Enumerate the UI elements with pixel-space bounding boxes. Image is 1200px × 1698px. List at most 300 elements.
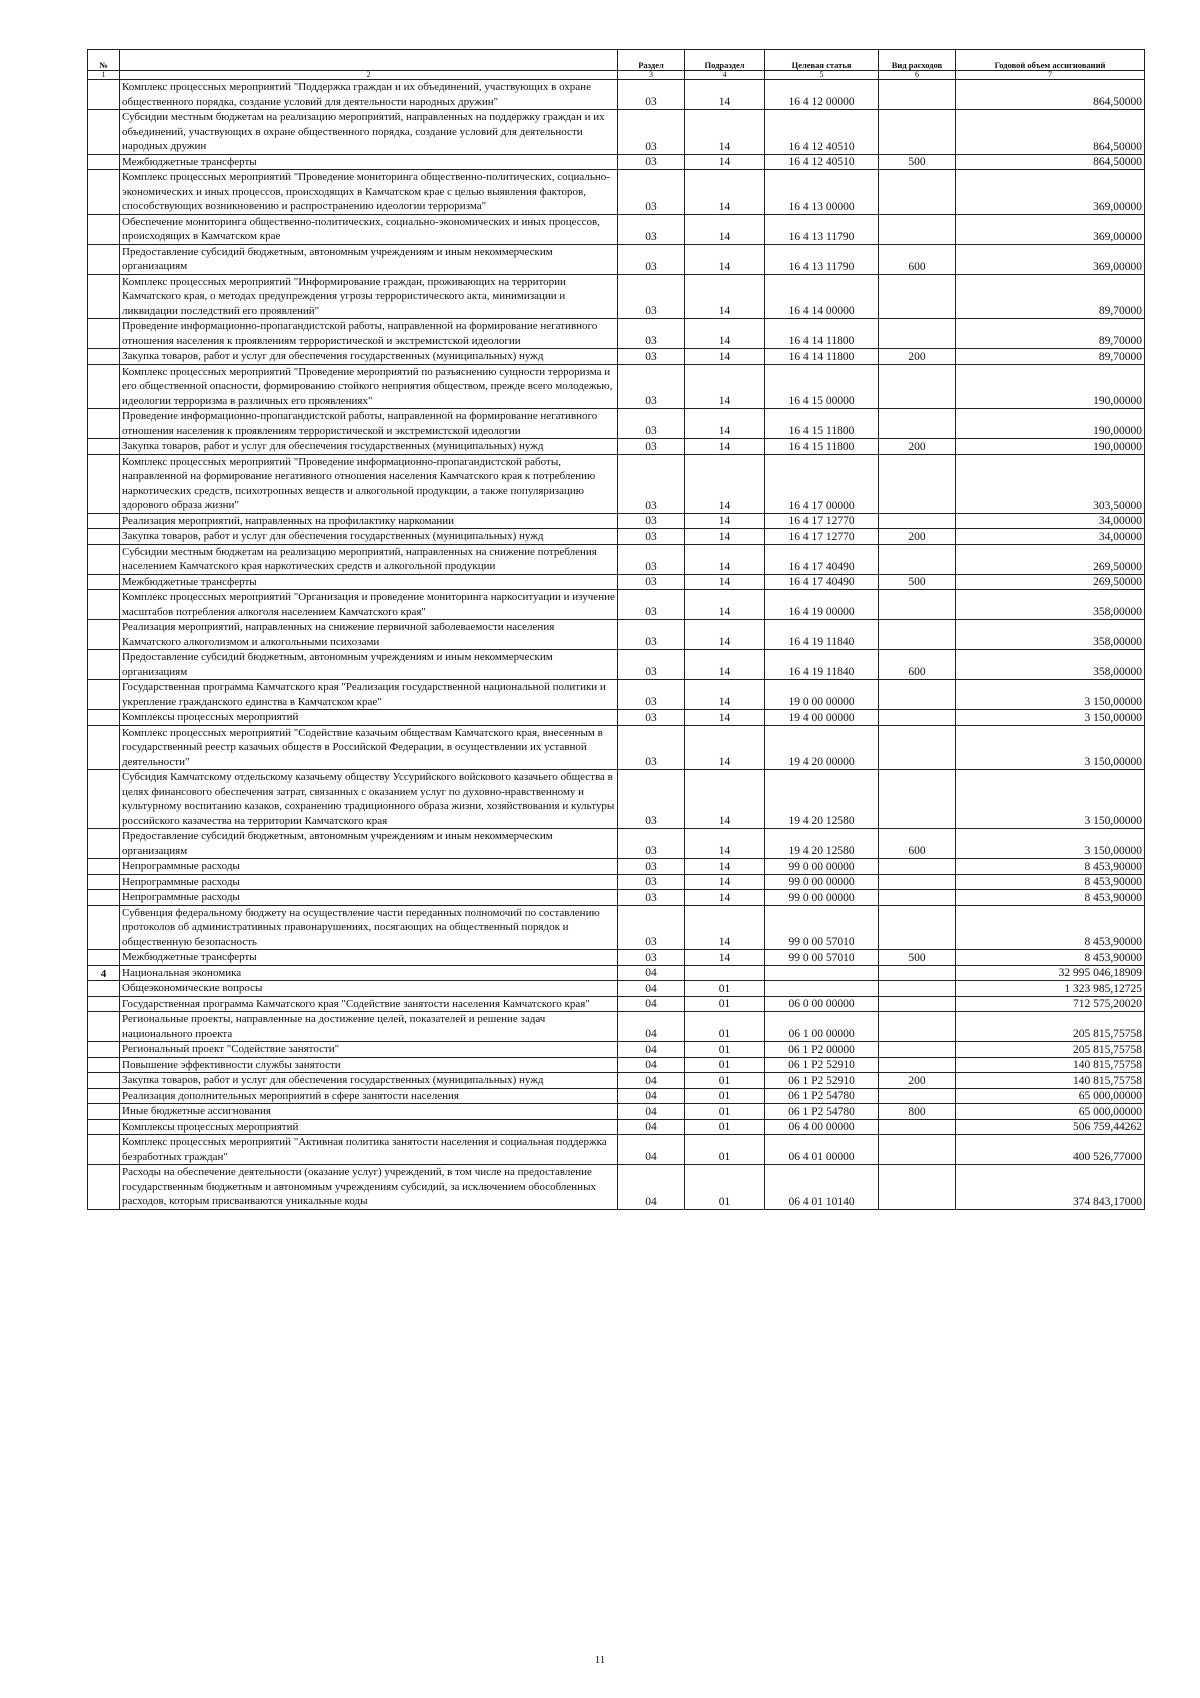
row-podrazdel: 14 <box>685 319 765 349</box>
row-podrazdel: 14 <box>685 770 765 829</box>
row-name: Проведение информационно-пропагандистской работы, направленной на формирование негативного отношения населения к проявлениям террористической и экстремистской идеологии <box>120 319 618 349</box>
row-podrazdel: 14 <box>685 154 765 170</box>
row-number <box>88 513 120 529</box>
row-podrazdel: 14 <box>685 110 765 155</box>
row-amount: 369,00000 <box>956 214 1145 244</box>
row-razdel: 03 <box>618 905 685 950</box>
row-name: Государственная программа Камчатского края "Содействие занятости населения Камчатского края" <box>120 996 618 1012</box>
row-razdel: 03 <box>618 620 685 650</box>
row-amount: 140 815,75758 <box>956 1057 1145 1073</box>
row-vid: 200 <box>879 349 956 365</box>
row-amount: 400 526,77000 <box>956 1135 1145 1165</box>
row-article: 99 0 00 00000 <box>765 859 879 875</box>
header-row <box>88 50 1145 71</box>
row-vid <box>879 1012 956 1042</box>
row-amount: 864,50000 <box>956 154 1145 170</box>
row-article: 16 4 17 12770 <box>765 529 879 545</box>
row-number: 4 <box>88 965 120 981</box>
row-name: Национальная экономика <box>120 965 618 981</box>
row-podrazdel: 14 <box>685 710 765 726</box>
table-row <box>88 319 1145 349</box>
row-amount: 8 453,90000 <box>956 874 1145 890</box>
row-vid <box>879 214 956 244</box>
row-razdel: 04 <box>618 981 685 997</box>
row-amount: 369,00000 <box>956 244 1145 274</box>
row-name: Реализация дополнительных мероприятий в сфере занятости населения <box>120 1088 618 1104</box>
row-name: Региональные проекты, направленные на достижение целей, показателей и решение задач национального проекта <box>120 1012 618 1042</box>
row-vid: 200 <box>879 529 956 545</box>
table-row <box>88 859 1145 875</box>
row-vid <box>879 170 956 215</box>
row-name: Непрограммные расходы <box>120 859 618 875</box>
row-article: 19 4 00 00000 <box>765 710 879 726</box>
row-article: 99 0 00 00000 <box>765 890 879 906</box>
row-razdel: 03 <box>618 710 685 726</box>
row-amount: 8 453,90000 <box>956 890 1145 906</box>
row-number <box>88 650 120 680</box>
row-article: 16 4 12 40510 <box>765 154 879 170</box>
table-row <box>88 1012 1145 1042</box>
col-number: 1 <box>88 71 120 80</box>
row-podrazdel <box>685 965 765 981</box>
row-amount: 3 150,00000 <box>956 770 1145 829</box>
row-razdel: 04 <box>618 996 685 1012</box>
row-podrazdel: 01 <box>685 1073 765 1089</box>
row-amount: 303,50000 <box>956 454 1145 513</box>
table-row <box>88 544 1145 574</box>
row-number <box>88 529 120 545</box>
row-podrazdel: 14 <box>685 409 765 439</box>
row-razdel: 03 <box>618 454 685 513</box>
row-article: 16 4 15 11800 <box>765 409 879 439</box>
row-razdel: 04 <box>618 965 685 981</box>
row-amount: 369,00000 <box>956 170 1145 215</box>
table-row <box>88 725 1145 770</box>
row-razdel: 03 <box>618 364 685 409</box>
row-article <box>765 965 879 981</box>
row-name: Комплекс процессных мероприятий "Проведение мониторинга общественно-политических, социально-экономических и иных процессов, происходящих в Камчатском крае с целью выявления факторов, способствующих возникновению и распространению идеологии терроризма" <box>120 170 618 215</box>
row-name: Реализация мероприятий, направленных на профилактику наркомании <box>120 513 618 529</box>
row-vid <box>879 590 956 620</box>
header-amount: Годовой объем ассигнований <box>956 50 1145 71</box>
row-number <box>88 319 120 349</box>
row-vid: 500 <box>879 154 956 170</box>
row-name: Комплекс процессных мероприятий "Проведение информационно-пропагандистской работы, направленной на формирование негативного отношения населения Камчатского края к потреблению наркотических средств, психотропных веществ и алкогольной продукции, а также популяризацию здорового образа жизни" <box>120 454 618 513</box>
row-vid <box>879 874 956 890</box>
col-number: 3 <box>618 71 685 80</box>
row-number <box>88 80 120 110</box>
row-article: 16 4 15 11800 <box>765 439 879 455</box>
row-article: 16 4 12 40510 <box>765 110 879 155</box>
budget-rows <box>88 80 1145 1210</box>
row-razdel: 03 <box>618 110 685 155</box>
row-razdel: 03 <box>618 154 685 170</box>
row-razdel: 04 <box>618 1119 685 1135</box>
row-razdel: 03 <box>618 770 685 829</box>
table-row <box>88 409 1145 439</box>
row-podrazdel: 14 <box>685 829 765 859</box>
col-number: 7 <box>956 71 1145 80</box>
row-number <box>88 454 120 513</box>
row-article: 16 4 13 11790 <box>765 214 879 244</box>
row-number <box>88 154 120 170</box>
row-podrazdel: 01 <box>685 1135 765 1165</box>
row-name: Закупка товаров, работ и услуг для обеспечения государственных (муниципальных) нужд <box>120 439 618 455</box>
row-number <box>88 950 120 966</box>
row-podrazdel: 14 <box>685 890 765 906</box>
table-row <box>88 1119 1145 1135</box>
budget-sheet <box>87 49 1144 1210</box>
row-razdel: 03 <box>618 409 685 439</box>
table-row <box>88 1165 1145 1210</box>
row-vid <box>879 80 956 110</box>
row-razdel: 03 <box>618 513 685 529</box>
row-podrazdel: 14 <box>685 874 765 890</box>
table-row <box>88 110 1145 155</box>
row-number <box>88 214 120 244</box>
row-podrazdel: 14 <box>685 859 765 875</box>
row-amount: 506 759,44262 <box>956 1119 1145 1135</box>
row-vid <box>879 905 956 950</box>
row-amount: 3 150,00000 <box>956 829 1145 859</box>
row-podrazdel: 14 <box>685 454 765 513</box>
row-number <box>88 874 120 890</box>
row-number <box>88 981 120 997</box>
row-razdel: 03 <box>618 244 685 274</box>
row-name: Реализация мероприятий, направленных на снижение первичной заболеваемости населения Камчатского алкоголизмом и алкогольными психозами <box>120 620 618 650</box>
row-vid <box>879 710 956 726</box>
row-vid <box>879 513 956 529</box>
row-podrazdel: 14 <box>685 439 765 455</box>
row-number <box>88 680 120 710</box>
row-article: 16 4 19 11840 <box>765 620 879 650</box>
row-vid: 500 <box>879 574 956 590</box>
row-razdel: 03 <box>618 725 685 770</box>
row-vid: 600 <box>879 650 956 680</box>
row-vid: 600 <box>879 244 956 274</box>
row-name: Повышение эффективности службы занятости <box>120 1057 618 1073</box>
row-vid: 800 <box>879 1104 956 1120</box>
row-article: 19 4 20 12580 <box>765 829 879 859</box>
header-article: Целевая статья <box>765 50 879 71</box>
row-amount: 3 150,00000 <box>956 680 1145 710</box>
row-name: Расходы на обеспечение деятельности (оказание услуг) учреждений, в том числе на предоставление государственным бюджетным и автономным учреждениям субсидий, за исключением обособленных расходов, которым присваиваются уникальные коды <box>120 1165 618 1210</box>
row-podrazdel: 14 <box>685 274 765 319</box>
row-number <box>88 349 120 365</box>
row-amount: 8 453,90000 <box>956 859 1145 875</box>
row-name: Предоставление субсидий бюджетным, автономным учреждениям и иным некоммерческим организациям <box>120 244 618 274</box>
row-vid: 500 <box>879 950 956 966</box>
row-razdel: 03 <box>618 590 685 620</box>
row-vid <box>879 965 956 981</box>
row-podrazdel: 14 <box>685 905 765 950</box>
row-razdel: 04 <box>618 1104 685 1120</box>
row-number <box>88 1135 120 1165</box>
row-number <box>88 1057 120 1073</box>
table-row <box>88 770 1145 829</box>
row-name: Непрограммные расходы <box>120 874 618 890</box>
row-number <box>88 829 120 859</box>
row-article: 16 4 17 40490 <box>765 544 879 574</box>
row-name: Межбюджетные трансферты <box>120 154 618 170</box>
row-article: 19 0 00 00000 <box>765 680 879 710</box>
row-amount: 269,50000 <box>956 574 1145 590</box>
row-podrazdel: 01 <box>685 981 765 997</box>
row-article: 06 1 P2 52910 <box>765 1073 879 1089</box>
row-razdel: 03 <box>618 574 685 590</box>
row-razdel: 04 <box>618 1165 685 1210</box>
row-article <box>765 981 879 997</box>
row-podrazdel: 14 <box>685 513 765 529</box>
row-podrazdel: 14 <box>685 364 765 409</box>
row-podrazdel: 01 <box>685 1088 765 1104</box>
row-number <box>88 1012 120 1042</box>
row-number <box>88 1088 120 1104</box>
row-name: Предоставление субсидий бюджетным, автономным учреждениям и иным некоммерческим организациям <box>120 650 618 680</box>
table-row <box>88 680 1145 710</box>
table-row <box>88 996 1145 1012</box>
row-article: 16 4 12 00000 <box>765 80 879 110</box>
row-vid <box>879 770 956 829</box>
table-row <box>88 364 1145 409</box>
row-name: Субвенция федеральному бюджету на осуществление части переданных полномочий по составлению протоколов об административных правонарушениях, посягающих на общественный порядок и общественную безопасность <box>120 905 618 950</box>
row-name: Непрограммные расходы <box>120 890 618 906</box>
row-number <box>88 364 120 409</box>
row-number <box>88 1165 120 1210</box>
row-article: 06 4 01 00000 <box>765 1135 879 1165</box>
row-amount: 89,70000 <box>956 319 1145 349</box>
table-row <box>88 80 1145 110</box>
row-article: 16 4 14 11800 <box>765 319 879 349</box>
row-vid <box>879 1057 956 1073</box>
row-podrazdel: 14 <box>685 950 765 966</box>
table-row <box>88 620 1145 650</box>
table-row <box>88 513 1145 529</box>
row-name: Комплекс процессных мероприятий "Организация и проведение мониторинга наркоситуации и изучение масштабов потребления алкоголя населением Камчатского края" <box>120 590 618 620</box>
row-amount: 864,50000 <box>956 110 1145 155</box>
row-article: 99 0 00 57010 <box>765 950 879 966</box>
row-podrazdel: 14 <box>685 620 765 650</box>
row-name: Закупка товаров, работ и услуг для обеспечения государственных (муниципальных) нужд <box>120 529 618 545</box>
row-article: 19 4 20 00000 <box>765 725 879 770</box>
row-podrazdel: 14 <box>685 349 765 365</box>
row-article: 19 4 20 12580 <box>765 770 879 829</box>
budget-table <box>87 49 1145 1210</box>
row-article: 06 1 P2 52910 <box>765 1057 879 1073</box>
row-article: 16 4 13 00000 <box>765 170 879 215</box>
row-number <box>88 409 120 439</box>
row-razdel: 03 <box>618 319 685 349</box>
row-podrazdel: 14 <box>685 80 765 110</box>
row-number <box>88 725 120 770</box>
row-article: 16 4 14 00000 <box>765 274 879 319</box>
row-amount: 34,00000 <box>956 529 1145 545</box>
row-vid: 200 <box>879 1073 956 1089</box>
row-podrazdel: 01 <box>685 1119 765 1135</box>
table-row <box>88 1073 1145 1089</box>
row-podrazdel: 14 <box>685 590 765 620</box>
row-vid <box>879 890 956 906</box>
row-name: Межбюджетные трансферты <box>120 574 618 590</box>
row-razdel: 03 <box>618 950 685 966</box>
table-row <box>88 170 1145 215</box>
row-amount: 89,70000 <box>956 349 1145 365</box>
header-podrazdel: Подраздел <box>685 50 765 71</box>
table-row <box>88 1135 1145 1165</box>
row-number <box>88 244 120 274</box>
row-article: 16 4 17 12770 <box>765 513 879 529</box>
row-razdel: 04 <box>618 1042 685 1058</box>
table-row <box>88 574 1145 590</box>
row-podrazdel: 14 <box>685 214 765 244</box>
row-vid <box>879 364 956 409</box>
table-row <box>88 650 1145 680</box>
row-name: Иные бюджетные ассигнования <box>120 1104 618 1120</box>
row-razdel: 03 <box>618 650 685 680</box>
row-name: Комплекс процессных мероприятий "Поддержка граждан и их объединений, участвующих в охране общественного порядка, создание условий для деятельности народных дружин" <box>120 80 618 110</box>
row-article: 99 0 00 57010 <box>765 905 879 950</box>
row-razdel: 04 <box>618 1135 685 1165</box>
row-name: Региональный проект "Содействие занятости" <box>120 1042 618 1058</box>
row-number <box>88 110 120 155</box>
row-amount: 65 000,00000 <box>956 1088 1145 1104</box>
row-podrazdel: 14 <box>685 650 765 680</box>
row-podrazdel: 14 <box>685 170 765 215</box>
row-amount: 8 453,90000 <box>956 905 1145 950</box>
table-row <box>88 154 1145 170</box>
row-number <box>88 890 120 906</box>
row-amount: 8 453,90000 <box>956 950 1145 966</box>
row-podrazdel: 14 <box>685 244 765 274</box>
row-podrazdel: 01 <box>685 1042 765 1058</box>
row-amount: 3 150,00000 <box>956 725 1145 770</box>
row-name: Межбюджетные трансферты <box>120 950 618 966</box>
row-name: Предоставление субсидий бюджетным, автономным учреждениям и иным некоммерческим организациям <box>120 829 618 859</box>
row-razdel: 03 <box>618 890 685 906</box>
row-amount: 712 575,20020 <box>956 996 1145 1012</box>
row-amount: 864,50000 <box>956 80 1145 110</box>
row-amount: 190,00000 <box>956 364 1145 409</box>
col-number: 6 <box>879 71 956 80</box>
page-number: 11 <box>594 1654 606 1666</box>
row-number <box>88 905 120 950</box>
row-name: Комплекс процессных мероприятий "Активная политика занятости населения и социальная поддержка безработных граждан" <box>120 1135 618 1165</box>
table-row <box>88 1057 1145 1073</box>
row-vid <box>879 1088 956 1104</box>
row-article: 16 4 13 11790 <box>765 244 879 274</box>
row-amount: 205 815,75758 <box>956 1012 1145 1042</box>
table-row <box>88 874 1145 890</box>
row-name: Комплекс процессных мероприятий "Проведение мероприятий по разъяснению сущности терроризма и его общественной опасности, формированию стойкого неприятия обществом, прежде всего молодежью, идеологии терроризма в различных его проявлениях" <box>120 364 618 409</box>
table-row <box>88 829 1145 859</box>
row-podrazdel: 01 <box>685 1012 765 1042</box>
row-razdel: 03 <box>618 829 685 859</box>
table-row <box>88 439 1145 455</box>
row-number <box>88 859 120 875</box>
row-name: Государственная программа Камчатского края "Реализация государственной национальной политики и укрепление гражданского единства в Камчатском крае" <box>120 680 618 710</box>
row-number <box>88 439 120 455</box>
table-row <box>88 590 1145 620</box>
table-row <box>88 1042 1145 1058</box>
table-row <box>88 1104 1145 1120</box>
row-razdel: 03 <box>618 170 685 215</box>
column-number-row <box>88 71 1145 80</box>
row-number <box>88 574 120 590</box>
table-row <box>88 710 1145 726</box>
row-vid <box>879 680 956 710</box>
row-amount: 34,00000 <box>956 513 1145 529</box>
row-name: Субсидии местным бюджетам на реализацию мероприятий, направленных на поддержку граждан и их объединений, участвующих в охране общественного порядка, создание условий для деятельности народных дружин <box>120 110 618 155</box>
row-article: 06 1 00 00000 <box>765 1012 879 1042</box>
table-row <box>88 454 1145 513</box>
row-amount: 205 815,75758 <box>956 1042 1145 1058</box>
row-article: 16 4 19 00000 <box>765 590 879 620</box>
row-razdel: 04 <box>618 1012 685 1042</box>
row-amount: 190,00000 <box>956 409 1145 439</box>
row-name: Закупка товаров, работ и услуг для обеспечения государственных (муниципальных) нужд <box>120 349 618 365</box>
row-number <box>88 1042 120 1058</box>
row-podrazdel: 14 <box>685 544 765 574</box>
row-vid <box>879 319 956 349</box>
row-number <box>88 620 120 650</box>
row-article: 06 4 00 00000 <box>765 1119 879 1135</box>
row-vid: 600 <box>879 829 956 859</box>
row-amount: 269,50000 <box>956 544 1145 574</box>
row-article: 06 1 P2 54780 <box>765 1104 879 1120</box>
row-number <box>88 1104 120 1120</box>
row-vid <box>879 409 956 439</box>
row-podrazdel: 01 <box>685 1057 765 1073</box>
row-name: Общеэкономические вопросы <box>120 981 618 997</box>
row-vid <box>879 996 956 1012</box>
row-name: Проведение информационно-пропагандистской работы, направленной на формирование негативного отношения населения к проявлениям террористической и экстремистской идеологии <box>120 409 618 439</box>
row-number <box>88 590 120 620</box>
row-amount: 358,00000 <box>956 590 1145 620</box>
header-razdel: Раздел <box>618 50 685 71</box>
row-vid: 200 <box>879 439 956 455</box>
row-name: Субсидии местным бюджетам на реализацию мероприятий, направленных на снижение потребления населением Камчатского края наркотических средств и алкогольной продукции <box>120 544 618 574</box>
row-name: Комплексы процессных мероприятий <box>120 1119 618 1135</box>
row-vid <box>879 1135 956 1165</box>
row-article: 99 0 00 00000 <box>765 874 879 890</box>
row-name: Обеспечение мониторинга общественно-политических, социально-экономических и иных процессов, происходящих в Камчатском крае <box>120 214 618 244</box>
row-name: Комплекс процессных мероприятий "Содействие казачьим обществам Камчатского края, внесенным в государственный реестр казачьих обществ в Российской Федерации, в осуществлении их уставной деятельности" <box>120 725 618 770</box>
row-vid <box>879 544 956 574</box>
row-razdel: 03 <box>618 859 685 875</box>
row-amount: 3 150,00000 <box>956 710 1145 726</box>
row-article: 16 4 17 00000 <box>765 454 879 513</box>
row-article: 06 1 P2 54780 <box>765 1088 879 1104</box>
row-amount: 358,00000 <box>956 620 1145 650</box>
row-amount: 65 000,00000 <box>956 1104 1145 1120</box>
row-name: Субсидия Камчатскому отдельскому казачьему обществу Уссурийского войскового казачьего общества в целях финансового обеспечения затрат, связанных с оказанием услуг по духовно-нравственному и культурному воспитанию казаков, сохранению традиционного образа жизни, хозяйствования и культуры российского казачества на территории Камчатского края <box>120 770 618 829</box>
row-number <box>88 274 120 319</box>
header-num: № <box>88 50 120 71</box>
row-razdel: 04 <box>618 1057 685 1073</box>
row-podrazdel: 14 <box>685 574 765 590</box>
row-vid <box>879 981 956 997</box>
row-name: Комплексы процессных мероприятий <box>120 710 618 726</box>
table-row <box>88 950 1145 966</box>
row-article: 16 4 15 00000 <box>765 364 879 409</box>
row-podrazdel: 01 <box>685 996 765 1012</box>
row-name: Закупка товаров, работ и услуг для обеспечения государственных (муниципальных) нужд <box>120 1073 618 1089</box>
row-amount: 1 323 985,12725 <box>956 981 1145 997</box>
table-row <box>88 1088 1145 1104</box>
row-number <box>88 170 120 215</box>
row-number <box>88 1119 120 1135</box>
col-number: 4 <box>685 71 765 80</box>
